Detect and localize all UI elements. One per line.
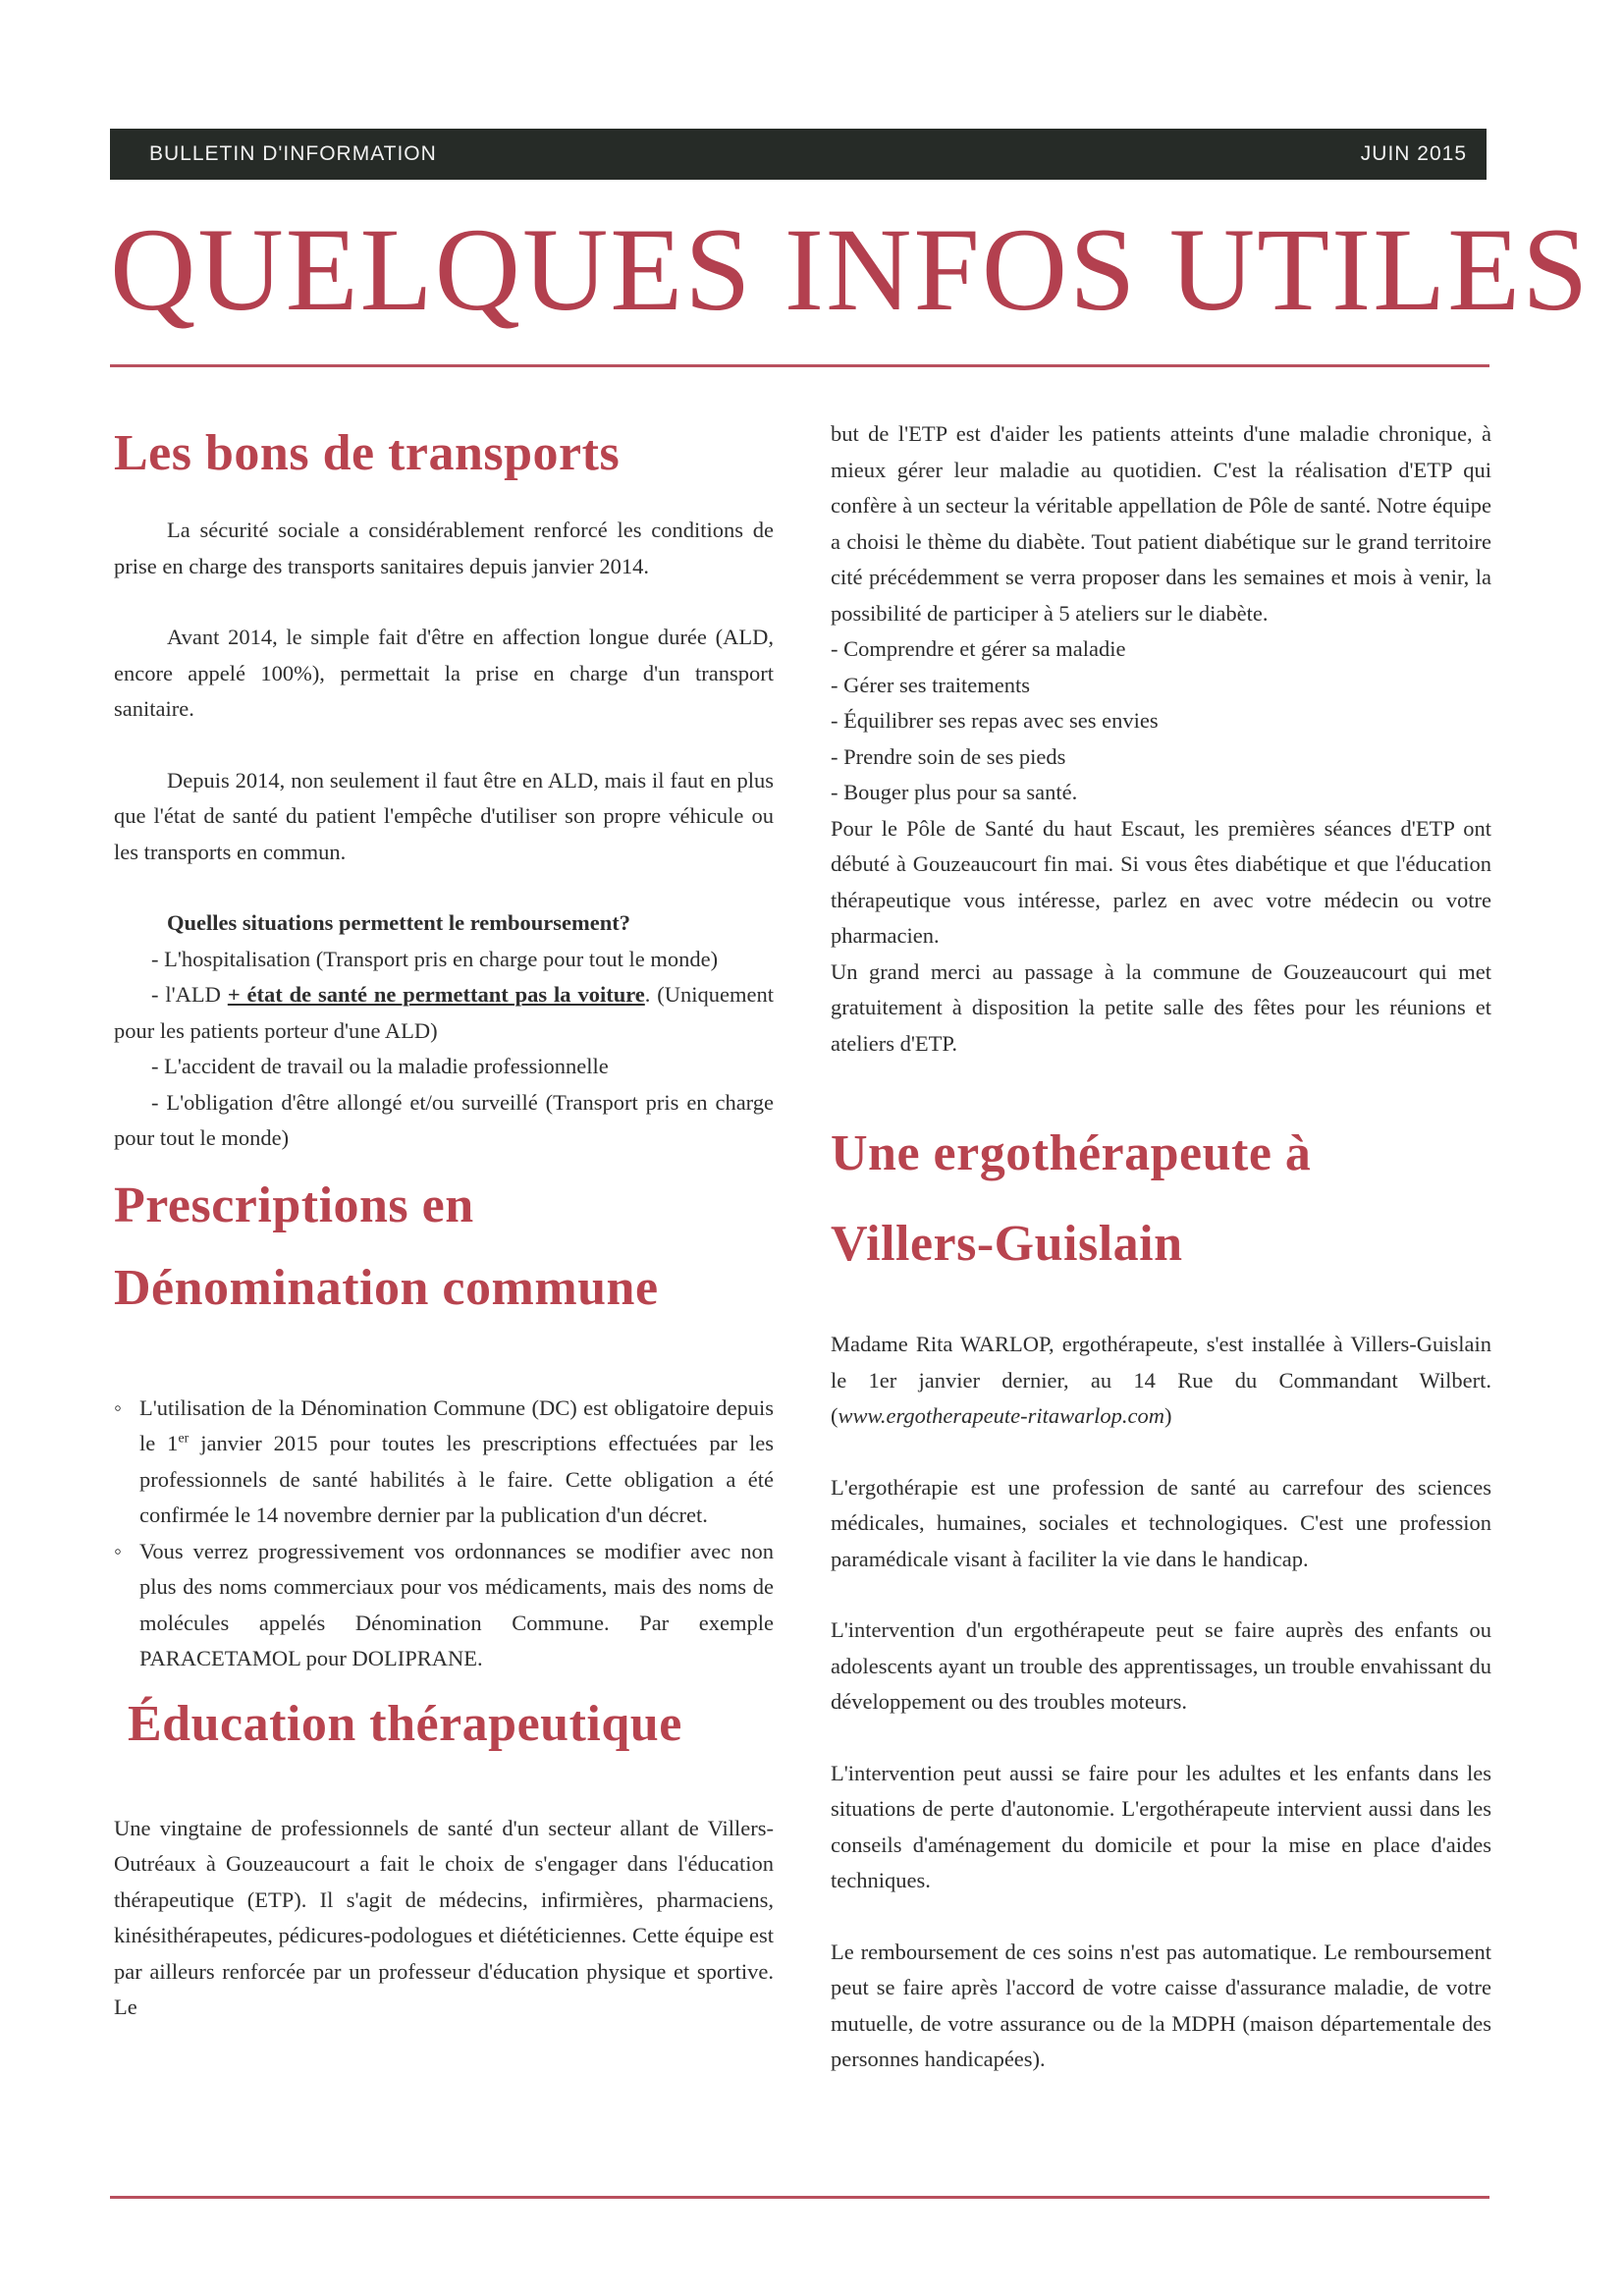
page-title: QUELQUES INFOS UTILES: [110, 204, 1591, 336]
list-item: - Bouger plus pour sa santé.: [831, 780, 1078, 804]
issue-date: JUIN 2015: [1360, 142, 1467, 165]
paragraph-text: ): [1163, 1403, 1172, 1428]
bullet-icon: ◦: [114, 1538, 122, 1563]
paragraph: Une vingtaine de professionnels de santé d'un secteur allant de Villers-Outréaux à Gouzeaucourt a fait le choix de s'engager dans l'éducation thérapeutique (ETP). Il s'agit de médecins, infirmières, pharmaciens, kinésithérapeutes, pédicures-podologues et diététiciennes. Cette équipe est par ailleurs renforcée par un professeur d'éducation physique et sportive. Le: [114, 1815, 774, 2019]
bullet-text: L'utilisation de la Dénomination Commune (DC) est obligatoire depuis le 1: [139, 1394, 774, 1455]
section-heading-transports: Les bons de transports: [114, 425, 621, 481]
list-item: [114, 977, 774, 1049]
list-item: - L'hospitalisation (Transport pris en charge pour tout le monde): [151, 946, 719, 971]
bullet-icon: ◦: [114, 1394, 122, 1420]
paragraph: Pour le Pôle de Santé du haut Escaut, les premières séances d'ETP ont débuté à Gouzeaucourt fin mai. Si vous êtes diabétique et que l'éducation thérapeutique vous intéresse, parlez en avec votre médecin ou votre pharmacien.: [831, 815, 1491, 948]
list-item-text: . (Uniquement pour les patients porteur d'une ALD): [114, 982, 775, 1043]
section-heading-prescriptions-line1: Prescriptions en: [114, 1176, 474, 1233]
superscript: er: [178, 1431, 189, 1447]
paragraph: L'intervention d'un ergothérapeute peut se faire auprès des enfants ou adolescents ayant un trouble des apprentissages, un trouble envahissant du développement ou des troubles moteurs.: [831, 1617, 1491, 1714]
list-item: - L'obligation d'être allongé et/ou surveillé (Transport pris en charge pour tout le monde): [114, 1089, 774, 1150]
question-heading: Quelles situations permettent le remboursement?: [167, 910, 631, 935]
section-heading-ergo-line1: Une ergothérapeute à: [831, 1125, 1312, 1181]
left-column: [114, 412, 774, 2026]
paragraph: [831, 1327, 1491, 1435]
paragraph: Depuis 2014, non seulement il faut être en ALD, mais il faut en plus que l'état de santé du patient l'empêche d'utiliser son propre véhicule ou les transports en commun.: [114, 767, 774, 864]
paragraph: Avant 2014, le simple fait d'être en affection longue durée (ALD, encore appelé 100%), permettait la prise en charge d'un transport sanitaire.: [114, 625, 774, 721]
section-etp-continued: [831, 416, 1491, 1062]
footer-divider: [110, 2196, 1489, 2199]
list-item: - Gérer ses traitements: [831, 672, 1031, 697]
bullet-item: [114, 1391, 774, 1534]
section-ergo: [831, 1109, 1491, 2078]
list-item: - Comprendre et gérer sa maladie: [831, 636, 1126, 661]
workshop-list: [831, 631, 1491, 811]
paragraph: but de l'ETP est d'aider les patients atteints d'une maladie chronique, à mieux gérer leur maladie au quotidien. C'est la réalisation d'ETP qui confère à un secteur la véritable appellation de Pôle de santé. Notre équipe a choisi le thème du diabète. Tout patient diabétique sur le grand territoire cité précédemment se verra proposer dans les semaines et mois à venir, la possibilité de participer à 5 ateliers sur le diabète.: [831, 421, 1491, 626]
paragraph: Le remboursement de ces soins n'est pas automatique. Le remboursement peut se faire après l'accord de votre caisse d'assurance maladie, de votre mutuelle, de votre assurance ou de la MDPH (maison départementale des personnes handicapées).: [831, 1939, 1491, 2071]
list-item: - L'accident de travail ou la maladie professionnelle: [151, 1054, 609, 1078]
bullet-item: [114, 1534, 774, 1677]
list-item: - Équilibrer ses repas avec ses envies: [831, 708, 1159, 733]
section-etp: [114, 1683, 774, 2026]
title-divider: [110, 364, 1489, 367]
list-item-emphasis: + état de santé ne permettant pas la voiture: [227, 982, 645, 1007]
paragraph: L'ergothérapie est une profession de santé au carrefour des sciences médicales, humaines, sociales et technologiques. C'est une profession paramédicale visant à faciliter la vie dans le handicap.: [831, 1474, 1491, 1571]
website-link[interactable]: www.ergotherapeute-ritawarlop.com: [838, 1403, 1164, 1428]
section-transports: [114, 412, 774, 1157]
right-column: [831, 416, 1491, 2078]
paragraph: La sécurité sociale a considérablement renforcé les conditions de prise en charge des transports sanitaires depuis janvier 2014.: [114, 518, 774, 578]
bullet-text: janvier 2015 pour toutes les prescriptions effectuées par les professionnels de santé habilités à le faire. Cette obligation a été confirmée le 14 novembre dernier par la publication d'un décret.: [139, 1431, 774, 1527]
section-prescriptions: [114, 1165, 774, 1677]
section-heading-prescriptions-line2: Dénomination commune: [114, 1259, 659, 1316]
section-heading-etp: Éducation thérapeutique: [128, 1695, 682, 1752]
paragraph: L'intervention peut aussi se faire pour les adultes et les enfants dans les situations de perte d'autonomie. L'ergothérapeute intervient aussi dans les conseils d'aménagement du domicile et pour la mise en place d'aides techniques.: [831, 1760, 1491, 1892]
section-heading-ergo-line2: Villers-Guislain: [831, 1216, 1183, 1272]
list-item-text: - l'ALD: [151, 982, 228, 1007]
bulletin-label: BULLETIN D'INFORMATION: [149, 142, 437, 165]
paragraph-text: Madame Rita WARLOP, ergothérapeute, s'est installée à Villers-Guislain le 1er janvier dernier, au 14 Rue du Commandant Wilbert. (: [831, 1332, 1491, 1428]
bullet-text: Vous verrez progressivement vos ordonnances se modifier avec non plus des noms commerciaux pour vos médicaments, mais des noms de molécules appelés Dénomination Commune. Par exemple PARACETAMOL pour DOLIPRANE.: [139, 1538, 774, 1670]
paragraph: Un grand merci au passage à la commune de Gouzeaucourt qui met gratuitement à disposition la petite salle des fêtes pour les réunions et ateliers d'ETP.: [831, 958, 1491, 1056]
header-banner: [110, 129, 1487, 180]
list-item: - Prendre soin de ses pieds: [831, 743, 1066, 769]
